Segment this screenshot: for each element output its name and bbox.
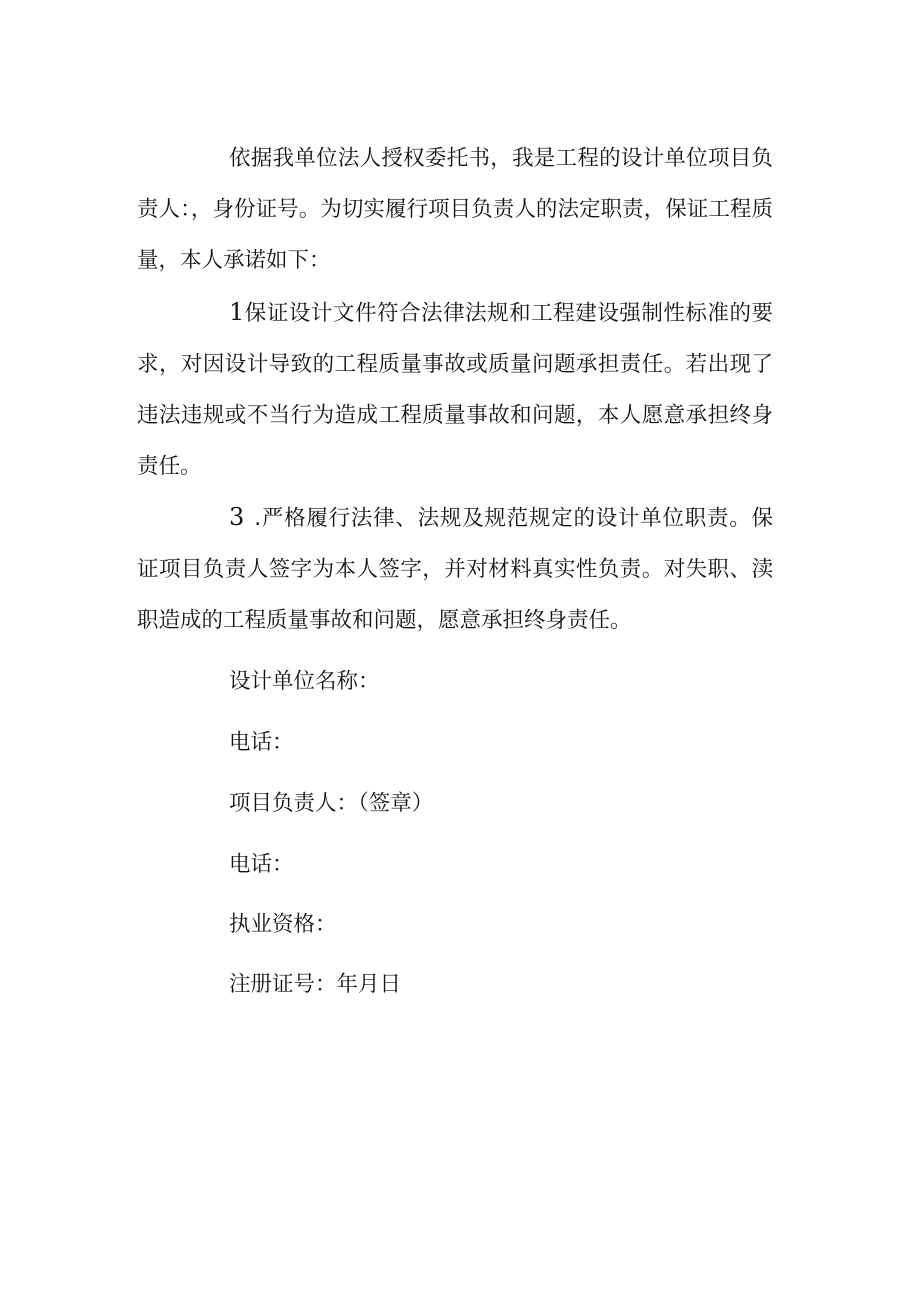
project-leader-signature-field: 项目负责人：（签章）	[229, 791, 434, 816]
qualification-field: 执业资格：	[229, 912, 337, 937]
phone-field-2: 电话：	[229, 852, 294, 877]
item-3-number: 3	[229, 503, 245, 531]
intro-paragraph: 依据我单位法人授权委托书，我是工程的设计单位项目负责人：，身份证号。为切实履行项目负责人的法定职责，保证工程质量，本人承诺如下：	[137, 146, 773, 273]
item-3-text: .严格履行法律、法规及规范规定的设计单位职责。保证项目负责人签字为本人签字，并对材料真实性负责。对失职、渎职造成的工程质量事故和问题，愿意承担终身责任。	[137, 506, 773, 633]
phone-field-1: 电话：	[229, 730, 294, 755]
commitment-item-3	[137, 492, 773, 646]
item-1-number: 1	[229, 298, 245, 326]
item-1-text: 保证设计文件符合法律法规和工程建设强制性标准的要求，对因设计导致的工程质量事故或质量问题承担责任。若出现了违法违规或不当行为造成工程质量事故和问题，本人愿意承担终身责任。	[137, 301, 773, 479]
registration-date-field: 注册证号：年月日	[229, 972, 402, 997]
commitment-item-1	[137, 287, 773, 492]
design-unit-name-field: 设计单位名称：	[229, 669, 380, 694]
